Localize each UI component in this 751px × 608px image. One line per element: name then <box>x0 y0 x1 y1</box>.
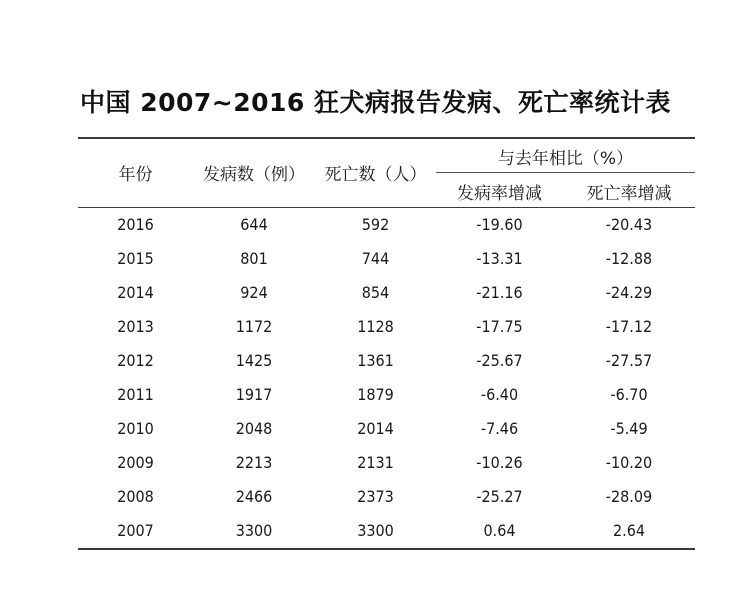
cell-deaths: 1879 <box>357 385 394 404</box>
cell-deaths: 2014 <box>357 419 394 438</box>
header-mortality-change: 死亡率增减 <box>586 184 672 204</box>
cell-year: 2010 <box>117 419 154 438</box>
cell-incidence-change: -21.16 <box>476 283 523 302</box>
table-row <box>78 378 695 412</box>
cell-mortality-change: -27.57 <box>605 351 653 370</box>
cell-cases: 924 <box>240 283 268 302</box>
table-row <box>78 310 695 344</box>
cell-cases: 2213 <box>235 453 273 472</box>
cell-mortality-change: -6.70 <box>610 385 648 404</box>
cell-year: 2009 <box>117 453 154 472</box>
cell-year: 2012 <box>117 351 154 370</box>
table-row <box>78 242 695 276</box>
cell-incidence-change: -25.67 <box>476 351 523 370</box>
cell-year: 2016 <box>117 215 154 234</box>
cell-cases: 1425 <box>235 351 273 370</box>
cell-deaths: 854 <box>361 283 390 302</box>
cell-incidence-change: -6.40 <box>480 385 519 404</box>
cell-cases: 2466 <box>235 487 273 506</box>
header-deaths: 死亡数（人） <box>324 165 427 185</box>
table-row <box>78 412 695 446</box>
header-year: 年份 <box>118 165 153 185</box>
cell-incidence-change: -7.46 <box>480 419 519 438</box>
header-incidence-change: 发病率增减 <box>457 184 542 204</box>
cell-cases: 801 <box>240 249 268 268</box>
cell-incidence-change: 0.64 <box>483 521 516 540</box>
top-rule <box>78 137 695 139</box>
header-compare-group: 与去年相比（%） <box>497 149 634 169</box>
table-row <box>78 208 695 242</box>
cell-incidence-change: -17.75 <box>476 317 523 336</box>
cell-mortality-change: -17.12 <box>605 317 653 336</box>
table-row <box>78 276 695 310</box>
bottom-rule <box>78 548 695 550</box>
cell-deaths: 1361 <box>357 351 394 370</box>
table-title: 中国 2007~2016 狂犬病报告发病、死亡率统计表 <box>79 88 672 117</box>
table-row <box>78 480 695 514</box>
header-cases: 发病数（例） <box>203 165 305 185</box>
table-row <box>78 514 695 548</box>
cell-mortality-change: -24.29 <box>605 283 653 302</box>
cell-year: 2014 <box>117 283 154 302</box>
cell-incidence-change: -13.31 <box>476 249 523 268</box>
cell-deaths: 592 <box>361 215 390 234</box>
cell-cases: 644 <box>240 215 268 234</box>
table-row <box>78 344 695 378</box>
cell-deaths: 3300 <box>357 521 394 540</box>
cell-mortality-change: -20.43 <box>605 215 653 234</box>
cell-year: 2015 <box>117 249 154 268</box>
cell-incidence-change: -19.60 <box>476 215 523 234</box>
cell-cases: 1917 <box>235 385 273 404</box>
cell-mortality-change: -10.20 <box>605 453 653 472</box>
cell-cases: 1172 <box>235 317 273 336</box>
cell-incidence-change: -25.27 <box>476 487 523 506</box>
cell-mortality-change: -5.49 <box>610 419 648 438</box>
cell-deaths: 2131 <box>357 453 394 472</box>
cell-deaths: 2373 <box>357 487 394 506</box>
cell-cases: 2048 <box>235 419 273 438</box>
cell-deaths: 744 <box>361 249 390 268</box>
table-row <box>78 446 695 480</box>
cell-year: 2008 <box>117 487 154 506</box>
cell-incidence-change: -10.26 <box>476 453 523 472</box>
cell-year: 2011 <box>117 385 154 404</box>
cell-year: 2007 <box>117 521 154 540</box>
cell-mortality-change: -12.88 <box>605 249 653 268</box>
cell-deaths: 1128 <box>357 317 394 336</box>
cell-mortality-change: -28.09 <box>605 487 653 506</box>
cell-mortality-change: 2.64 <box>612 521 646 540</box>
cell-cases: 3300 <box>235 521 273 540</box>
table-body <box>78 208 695 548</box>
header-sub-rule <box>436 172 695 173</box>
cell-year: 2013 <box>117 317 154 336</box>
